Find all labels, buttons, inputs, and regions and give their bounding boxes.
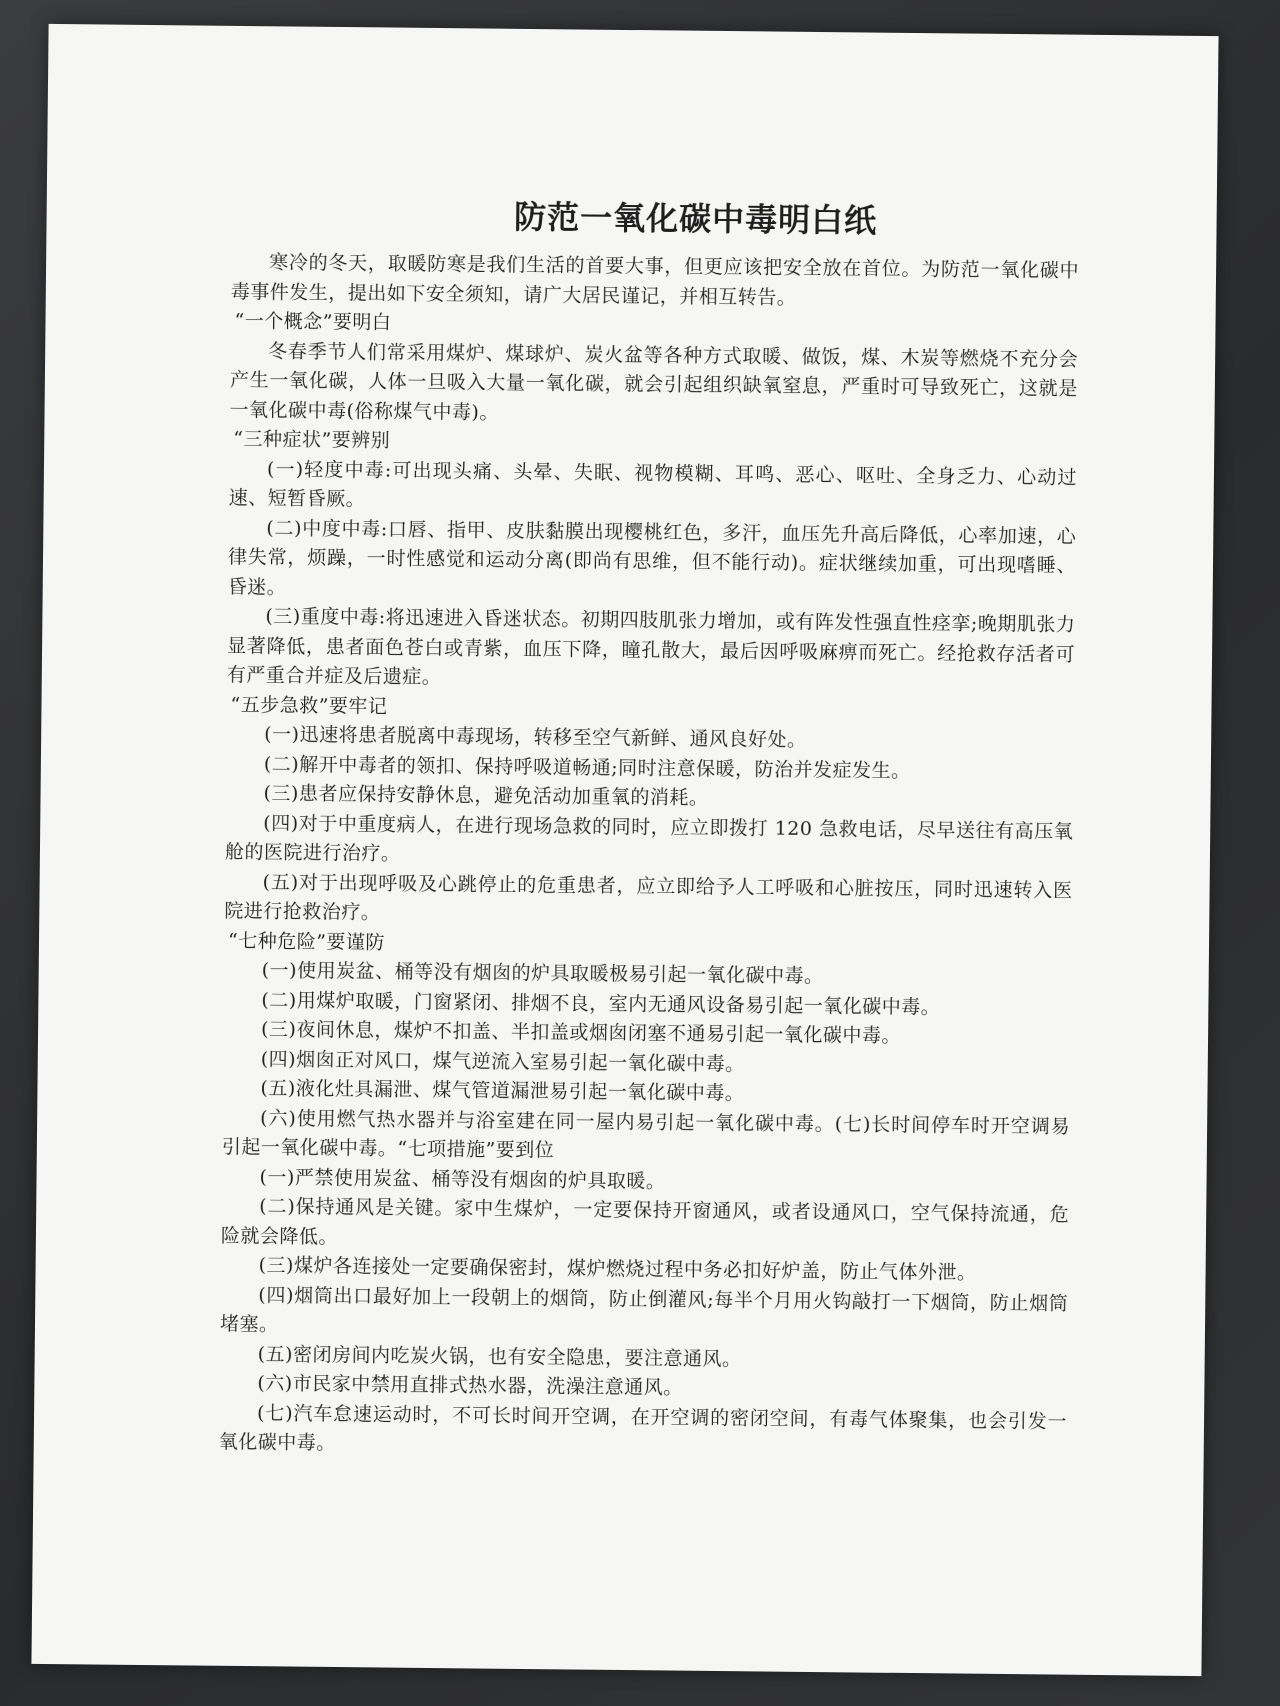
- paragraph: (三)煤炉各连接处一定要确保密封，煤炉燃烧过程中务必扣好炉盖，防止气体外泄。: [258, 1254, 977, 1284]
- section-heading-symptoms: “三种症状”要辨别: [233, 427, 391, 452]
- paragraph: (四)烟筒出口最好加上一段朝上的烟筒，防止倒灌风;每半个月用火钩敲打一下烟筒，防止烟筒堵塞。: [219, 1283, 1069, 1336]
- paragraph: (五)对于出现呼吸及心跳停止的危重患者，应立即给予人工呼吸和心脏按压，同时迅速转入医院进行抢救治疗。: [224, 870, 1073, 924]
- paper-sheet: [31, 24, 1218, 1676]
- paragraph: (二)用煤炉取暖，门窗紧闭、排烟不良，室内无通风设备易引起一氧化碳中毒。: [261, 988, 941, 1018]
- document-body: [219, 194, 1080, 1466]
- paragraph: (一)严禁使用炭盆、桶等没有烟囱的炉具取暖。: [259, 1165, 666, 1192]
- paragraph: (二)保持通风是关键。家中生煤炉，一定要保持开窗通风，或者设通风口，空气保持流通，危险就会降低。: [220, 1195, 1070, 1248]
- section-heading-concept: “一个概念”要明白: [234, 309, 392, 334]
- paragraph: (四)对于中重度病人，在进行现场急救的同时，应立即拨打 120 急救电话，尽早送往有高压氧舱的医院进行治疗。: [224, 811, 1074, 865]
- paragraph: (一)使用炭盆、桶等没有烟囱的炉具取暖极易引起一氧化碳中毒。: [261, 959, 824, 988]
- paragraph: (一)轻度中毒:可出现头痛、头晕、失眠、视物模糊、耳鸣、恶心、呕吐、全身乏力、心动过速、短暂昏厥。: [228, 457, 1078, 511]
- paragraph: (六)使用燃气热水器并与浴室建在同一屋内易引起一氧化碳中毒。(七)长时间停车时开空调易引起一氧化碳中毒。“七项措施”要到位: [221, 1106, 1071, 1162]
- section-heading-first-aid: “五步急救”要牢记: [230, 693, 388, 718]
- paragraph: (三)患者应保持安静休息，避免活动加重氧的消耗。: [263, 782, 709, 809]
- paragraph: (四)烟囱正对风口，煤气逆流入室易引起一氧化碳中毒。: [260, 1047, 745, 1075]
- paragraph: (七)汽车怠速运动时，不可长时间开空调，在开空调的密闭空间，有毒气体聚集，也会引发一氧化碳中毒。: [218, 1401, 1068, 1455]
- paragraph: (三)重度中毒:将迅速进入昏迷状态。初期四肢肌张力增加，或有阵发性强直性痉挛;晚期肌张力显著降低，患者面色苍白或青紫，血压下降，瞳孔散大，最后因呼吸麻痹而死亡。经抢救存活者可有严重合并症及后遗症。: [226, 605, 1076, 689]
- paragraph: (一)迅速将患者脱离中毒现场，转移至空气新鲜、通风良好处。: [264, 723, 807, 751]
- paragraph: (六)市民家中禁用直排式热水器，洗澡注意通风。: [257, 1372, 683, 1399]
- section-heading-dangers: “七种危险”要谨防: [227, 929, 386, 953]
- paragraph: 冬春季节人们常采用煤炉、煤球炉、炭火盆等各种方式取暖、做饭，煤、木炭等燃烧不充分会产生一氧化碳，人体一旦吸入大量一氧化碳，就会引起组织缺氧窒息，严重时可导致死亡，这就是一氧化碳中毒(俗称煤气中毒)。: [229, 339, 1079, 424]
- paragraph: (五)液化灶具漏泄、煤气管道漏泄易引起一氧化碳中毒。: [260, 1077, 745, 1105]
- document-title: 防范一氧化碳中毒明白纸: [513, 197, 878, 240]
- intro-paragraph: 寒冷的冬天，取暖防寒是我们生活的首要大事，但更应该把安全放在首位。为防范一氧化碳中毒事件发生，提出如下安全须知，请广大居民谨记，并相互转告。: [230, 251, 1080, 309]
- paragraph: (二)中度中毒:口唇、指甲、皮肤黏膜出现樱桃红色，多汗，血压先升高后降低，心率加速，心律失常，烦躁，一时性感觉和运动分离(即尚有思维，但不能行动)。症状继续加重，可出现嗜睡、昏迷。: [227, 516, 1077, 598]
- paragraph: (三)夜间休息，煤炉不扣盖、半扣盖或烟囱闭塞不通易引起一氧化碳中毒。: [260, 1018, 902, 1047]
- paragraph: (五)密闭房间内吃炭火锅，也有安全隐患，要注意通风。: [257, 1342, 742, 1370]
- paragraph: (二)解开中毒者的领扣、保持呼吸道畅通;同时注意保暖，防治并发症发生。: [263, 752, 911, 782]
